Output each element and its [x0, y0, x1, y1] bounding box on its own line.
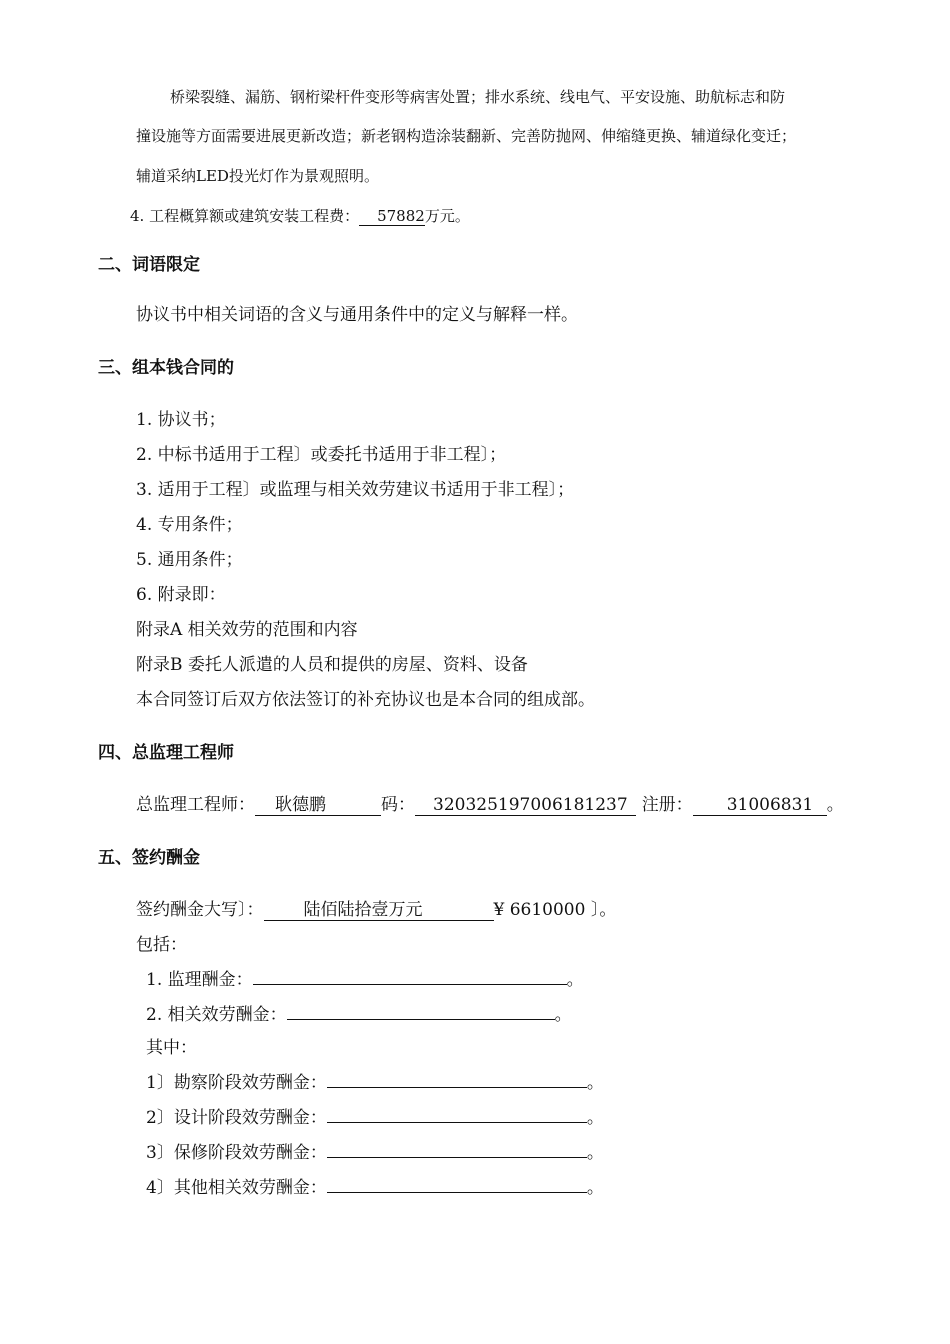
related-service-fee-line	[146, 1000, 572, 1025]
list-item: 2. 中标书适用于工程〕或委托书适用于非工程〕；	[136, 445, 507, 465]
appendix-b: 附录B 委托人派遣的人员和提供的房屋、资料、设备	[136, 655, 528, 675]
registration-label: 注册：	[641, 795, 693, 815]
list-item: 1. 协议书；	[136, 410, 226, 430]
section-2-text: 协议书中相关词语的含义与通用条件中的定义与解释一样。	[136, 305, 578, 325]
among-label: 其中：	[146, 1038, 197, 1058]
other-fee-blank	[327, 1177, 587, 1193]
line-end: 。	[586, 1178, 604, 1198]
list-item: 5. 通用条件；	[136, 550, 243, 570]
related-service-fee-blank	[287, 1004, 555, 1020]
amount-label: 签约酬金大写〕：	[136, 900, 264, 920]
section-5-heading: 五、签约酬金	[98, 848, 200, 868]
line-end: 。	[586, 1108, 604, 1128]
chief-engineer-name: 耿德鹏	[255, 797, 381, 816]
survey-fee-line	[146, 1068, 604, 1093]
supervision-fee-label: 1. 监理酬金：	[146, 970, 253, 990]
list-item: 4. 专用条件；	[136, 515, 243, 535]
contract-amount-line	[136, 895, 616, 921]
section-2-heading: 二、词语限定	[98, 255, 200, 275]
amount-in-words: 陆佰陆拾壹万元	[264, 902, 494, 921]
survey-fee-blank	[327, 1072, 587, 1088]
line-end: 。	[566, 970, 584, 990]
supervision-fee-line	[146, 965, 584, 990]
chief-engineer-label: 总监理工程师：	[136, 795, 255, 815]
budget-value: 57882	[359, 209, 425, 226]
includes-label: 包括：	[136, 935, 187, 955]
list-item: 3. 适用于工程〕或监理与相关效劳建议书适用于非工程〕；	[136, 480, 575, 500]
supplement-note: 本合同签订后双方依法签订的补充协议也是本合同的组成部。	[136, 690, 595, 710]
chief-engineer-line	[136, 790, 844, 816]
survey-fee-label: 1〕勘察阶段效劳酬金：	[146, 1073, 327, 1093]
section-3-heading: 三、组本钱合同的	[98, 358, 234, 378]
other-fee-label: 4〕其他相关效劳酬金：	[146, 1178, 327, 1198]
id-label: 码：	[381, 795, 415, 815]
design-fee-blank	[327, 1107, 587, 1123]
registration-number: 31006831	[693, 797, 827, 816]
appendix-a: 附录A 相关效劳的范围和内容	[136, 620, 358, 640]
supervision-fee-blank	[253, 969, 567, 985]
line-end: 。	[826, 795, 844, 815]
budget-label: 4. 工程概算额或建筑安装工程费：	[130, 207, 360, 225]
other-fee-line	[146, 1173, 604, 1198]
section-4-heading: 四、总监理工程师	[98, 743, 234, 763]
related-service-fee-label: 2. 相关效劳酬金：	[146, 1005, 287, 1025]
intro-line-3: 辅道采纳LED投光灯作为景观照明。	[136, 167, 379, 185]
amount-in-figures: ¥ 6610000 〕。	[493, 900, 617, 920]
budget-unit: 万元。	[424, 207, 470, 225]
line-end: 。	[554, 1005, 572, 1025]
line-end: 。	[586, 1073, 604, 1093]
line-end: 。	[586, 1143, 604, 1163]
warranty-fee-line	[146, 1138, 604, 1163]
list-item: 6. 附录即：	[136, 585, 226, 605]
warranty-fee-blank	[327, 1142, 587, 1158]
design-fee-line	[146, 1103, 604, 1128]
design-fee-label: 2〕设计阶段效劳酬金：	[146, 1108, 327, 1128]
intro-line-1: 桥梁裂缝、漏筋、钢桁梁杆件变形等病害处置；排水系统、线电气、平安设施、助航标志和防	[170, 88, 786, 106]
intro-line-2: 撞设施等方面需要进展更新改造；新老钢构造涂装翻新、完善防抛网、伸缩缝更换、辅道绿化变迁；	[136, 127, 797, 145]
id-number: 320325197006181237	[415, 797, 636, 816]
project-budget-line	[130, 205, 470, 226]
warranty-fee-label: 3〕保修阶段效劳酬金：	[146, 1143, 327, 1163]
